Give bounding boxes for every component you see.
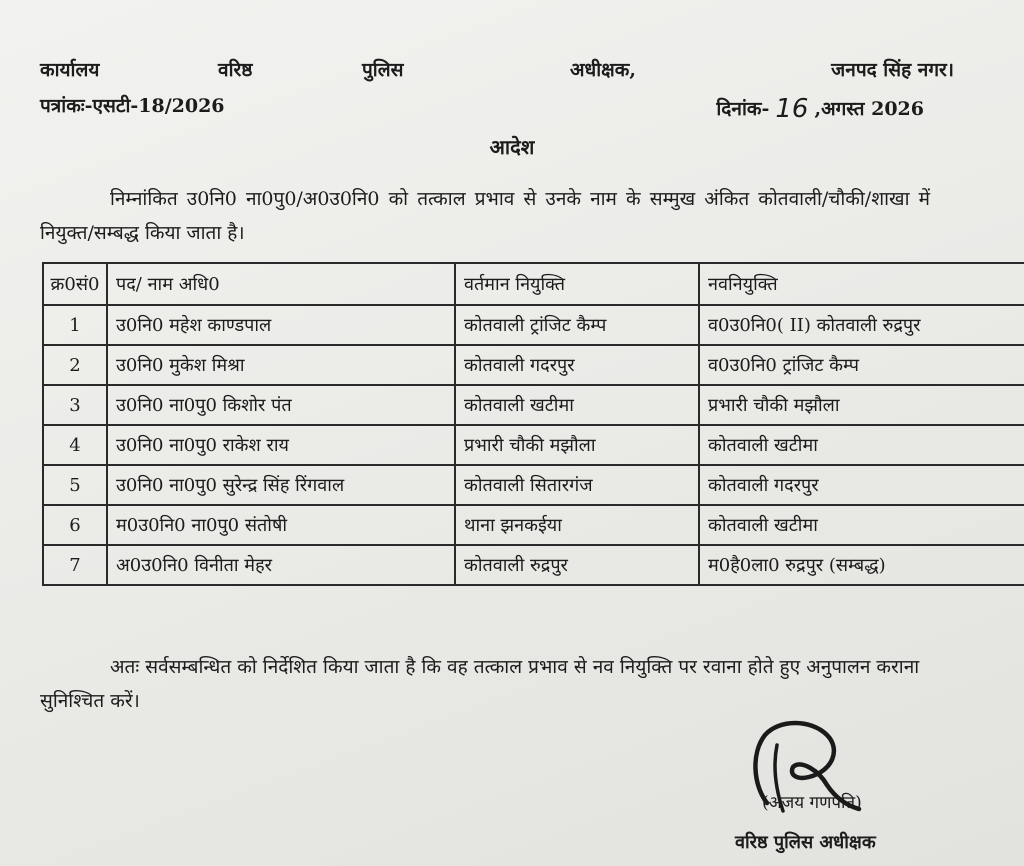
cell-new-posting: म0है0ला0 रुद्रपुर (सम्बद्ध) (699, 545, 1024, 585)
cell-current-posting: कोतवाली ट्रांजिट कैम्प (455, 305, 699, 345)
cell-current-posting: प्रभारी चौकी मझौला (455, 425, 699, 465)
reference-row (40, 92, 924, 122)
office-word-2: वरिष्ठ (218, 59, 253, 81)
header-name: पद/ नाम अधि0 (107, 263, 455, 305)
office-header (40, 56, 954, 86)
cell-new-posting: प्रभारी चौकी मझौला (699, 385, 1024, 425)
cell-new-posting: कोतवाली खटीमा (699, 425, 1024, 465)
posting-table (42, 262, 1024, 586)
cell-new-posting: व0उ0नि0 ट्रांजिट कैम्प (699, 345, 1024, 385)
signatory-designation: वरिष्ठ पुलिस अधीक्षक (735, 832, 876, 853)
cell-serial: 5 (43, 465, 107, 505)
header-new-posting: नवनियुक्ति (699, 263, 1024, 305)
cell-serial: 4 (43, 425, 107, 465)
table-row (43, 545, 1024, 585)
cell-current-posting: कोतवाली सितारगंज (455, 465, 699, 505)
table-row (43, 305, 1024, 345)
cell-name: उ0नि0 ना0पु0 राकेश राय (107, 425, 455, 465)
cell-name: उ0नि0 मुकेश मिश्रा (107, 345, 455, 385)
table-row (43, 425, 1024, 465)
cell-serial: 1 (43, 305, 107, 345)
table-row (43, 465, 1024, 505)
cell-current-posting: कोतवाली रुद्रपुर (455, 545, 699, 585)
cell-name: अ0उ0नि0 विनीता मेहर (107, 545, 455, 585)
cell-new-posting: व0उ0नि0( II) कोतवाली रुद्रपुर (699, 305, 1024, 345)
table-row (43, 385, 1024, 425)
table-header-row (43, 263, 1024, 305)
cell-serial: 6 (43, 505, 107, 545)
cell-serial: 7 (43, 545, 107, 585)
cell-name: उ0नि0 ना0पु0 सुरेन्द्र सिंह रिंगवाल (107, 465, 455, 505)
cell-name: म0उ0नि0 ना0पु0 संतोषी (107, 505, 455, 545)
cell-serial: 3 (43, 385, 107, 425)
cell-name: उ0नि0 महेश काण्डपाल (107, 305, 455, 345)
office-word-5: जनपद सिंह नगर। (831, 59, 954, 81)
signatory-name: (अजय गणपति) (762, 793, 862, 813)
cell-name: उ0नि0 ना0पु0 किशोर पंत (107, 385, 455, 425)
document-title: आदेश (489, 135, 535, 159)
office-word-4: अधीक्षक, (570, 59, 636, 81)
header-current-posting: वर्तमान नियुक्ति (455, 263, 699, 305)
cell-current-posting: कोतवाली खटीमा (455, 385, 699, 425)
cell-serial: 2 (43, 345, 107, 385)
table-row (43, 345, 1024, 385)
date-label: दिनांक- (716, 98, 770, 120)
cell-current-posting: थाना झनकईया (455, 505, 699, 545)
date-month-year: ,अगस्त 2026 (814, 98, 924, 120)
cell-new-posting: कोतवाली गदरपुर (699, 465, 1024, 505)
date-day-handwritten: 16 (775, 94, 809, 124)
office-word-1: कार्यालय (40, 59, 100, 81)
reference-number: पत्रांकः-एसटी-18/2026 (40, 95, 225, 117)
cell-new-posting: कोतवाली खटीमा (699, 505, 1024, 545)
cell-current-posting: कोतवाली गदरपुर (455, 345, 699, 385)
header-serial: क्र0सं0 (43, 263, 107, 305)
order-date (716, 92, 924, 122)
table-row (43, 505, 1024, 545)
office-word-3: पुलिस (362, 59, 404, 81)
closing-paragraph: अतः सर्वसम्बन्धित को निर्देशित किया जाता है कि वह तत्काल प्रभाव से नव नियुक्ति पर रवाना होते हुए अनुपालन कराना सुनिश्चित करें। (40, 656, 920, 712)
intro-paragraph: निम्नांकित उ0नि0 ना0पु0/अ0उ0नि0 को तत्काल प्रभाव से उनके नाम के सम्मुख अंकित कोतवाली/चौकी/शाखा में नियुक्त/सम्बद्ध किया जाता है। (40, 188, 930, 244)
